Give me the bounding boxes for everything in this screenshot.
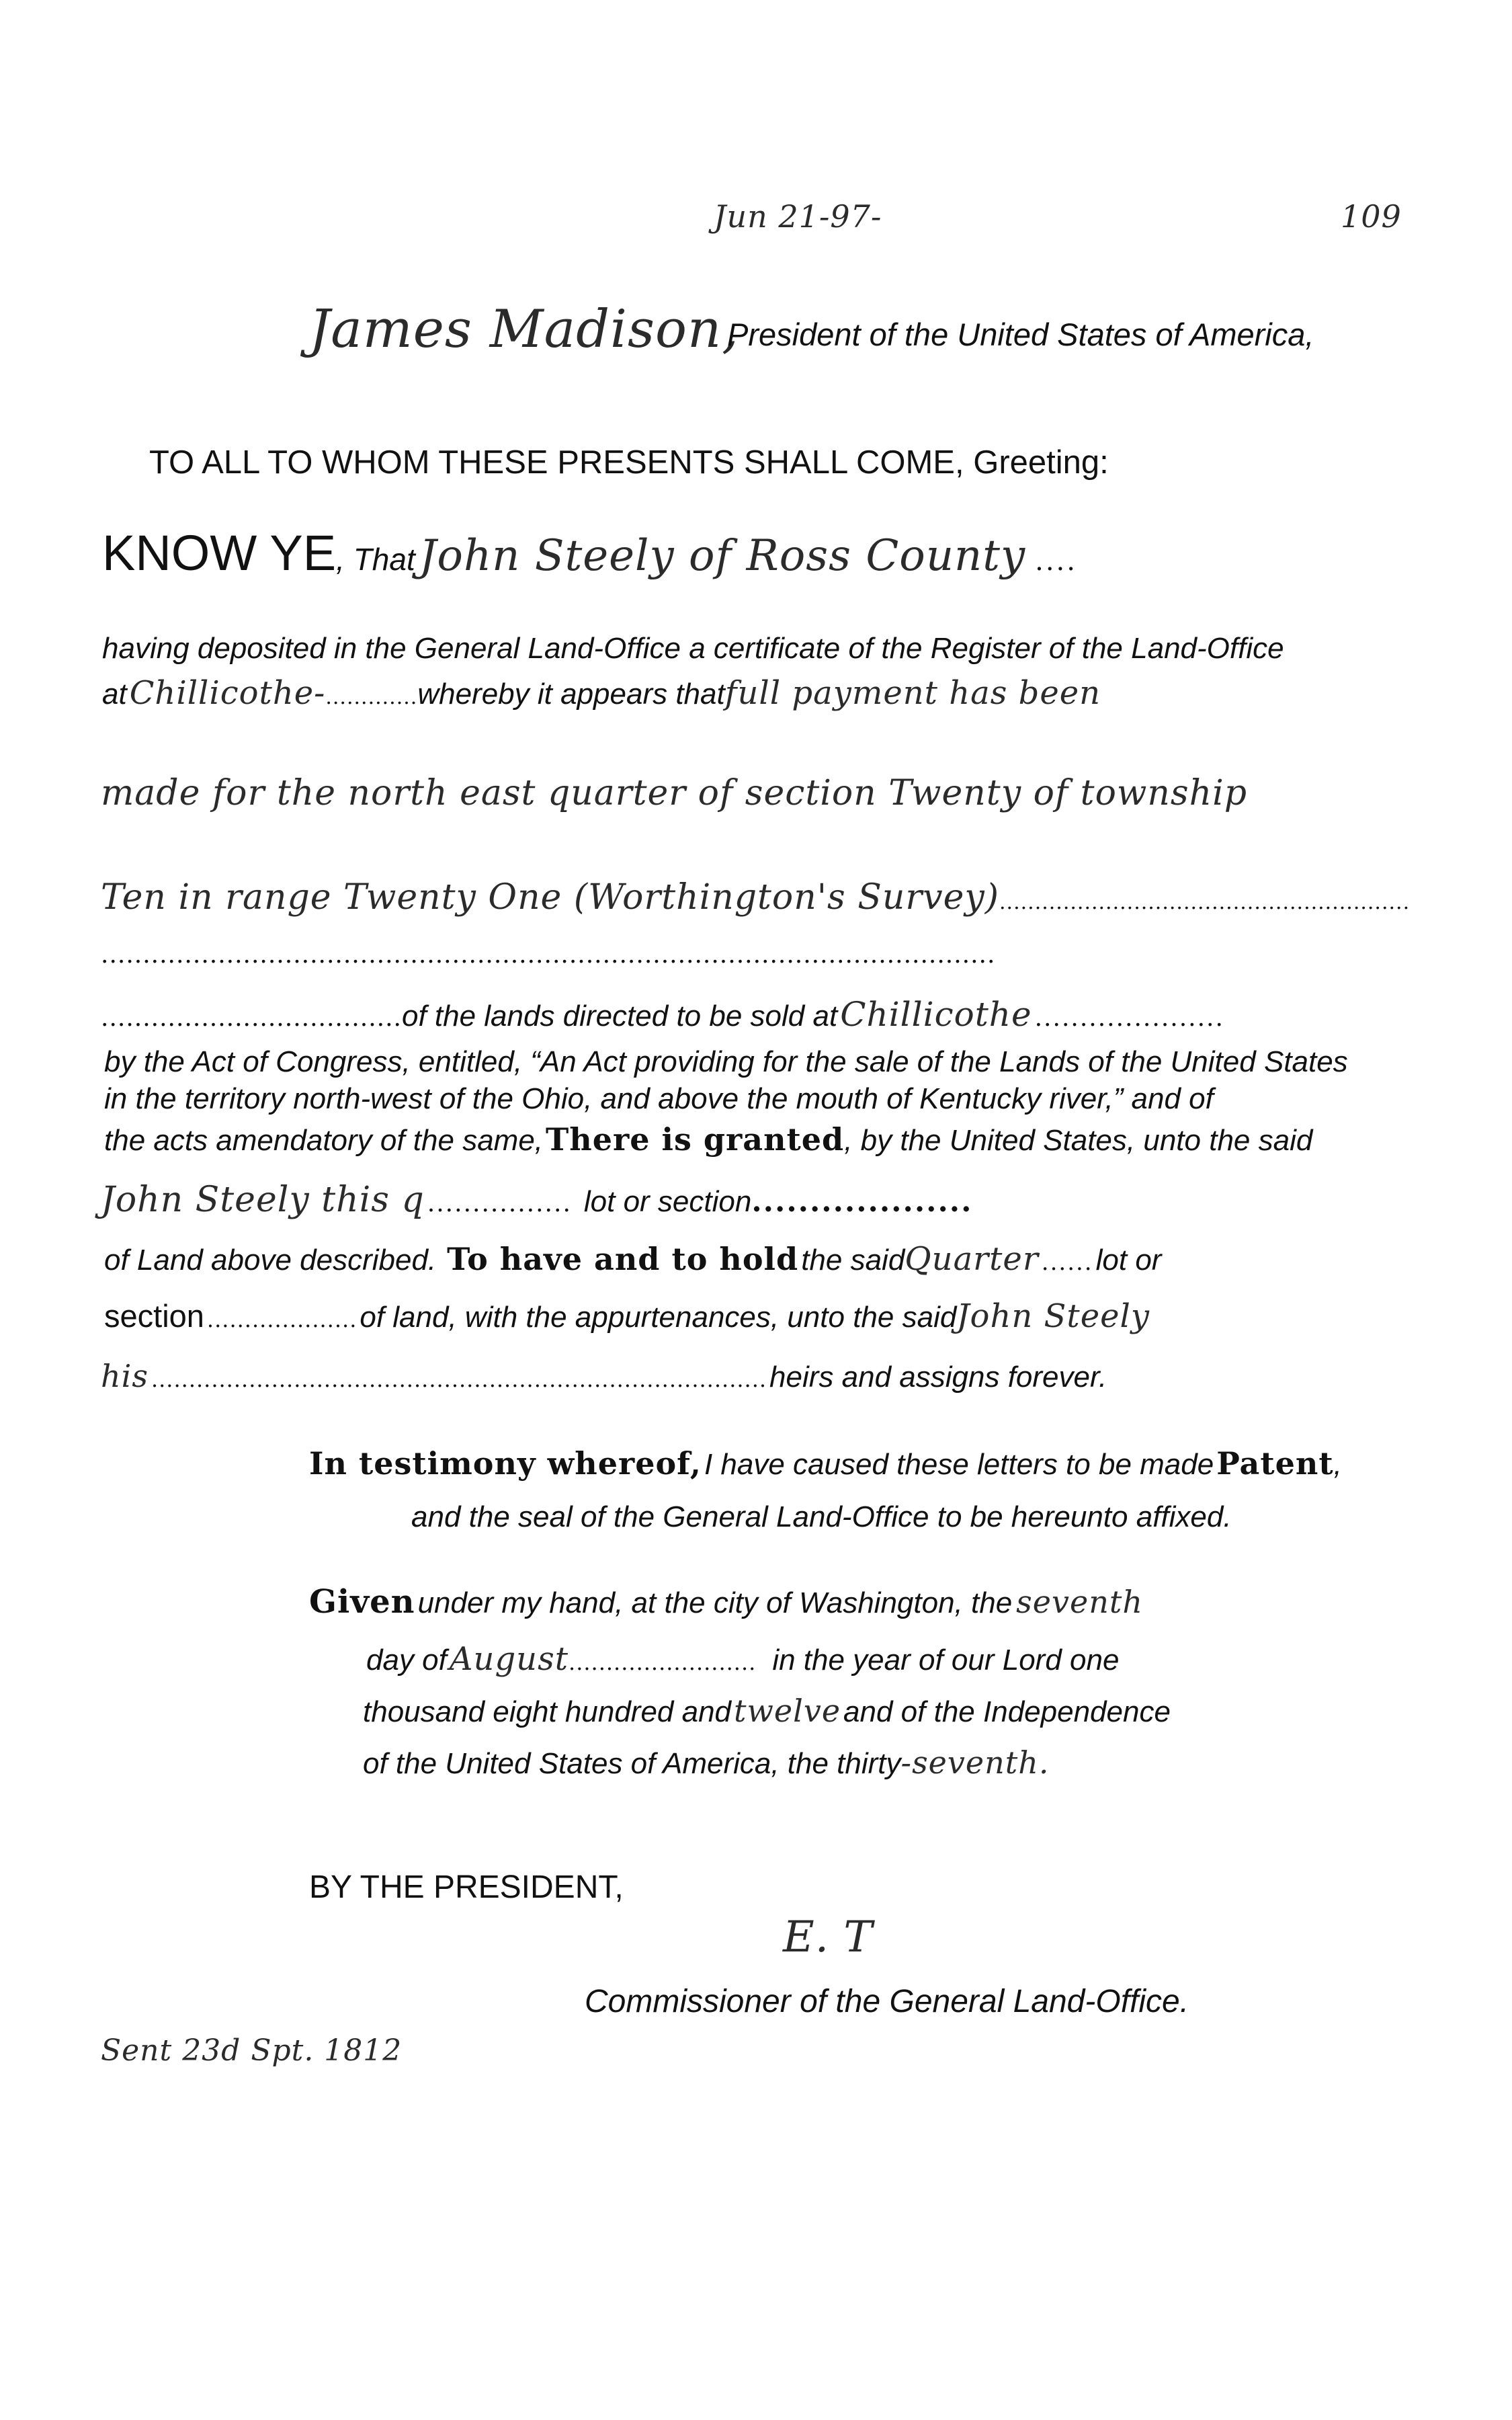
- quarter-hand: Quarter: [905, 1240, 1039, 1278]
- lands-line: [101, 995, 1224, 1034]
- independence-text: and of the Independence: [843, 1695, 1171, 1728]
- heirs-assigns: heirs and assigns forever.: [769, 1361, 1107, 1394]
- land-above: of Land above described.: [104, 1244, 437, 1277]
- grant-line-3: [104, 1297, 1150, 1335]
- states-text: of the United States of America, the thirty: [363, 1747, 901, 1780]
- lands-place: Chillicothe: [840, 995, 1032, 1034]
- there-is-granted: There is granted: [546, 1121, 845, 1158]
- thousand-text: thousand eight hundred and: [363, 1695, 732, 1728]
- date-note: Jun 21-97-: [714, 198, 882, 235]
- act-line-3-a: the acts amendatory of the same,: [104, 1124, 544, 1157]
- given-dots: .........................: [569, 1650, 757, 1675]
- grant-dots-1: ................: [427, 1190, 572, 1217]
- day-hand: seventh: [1016, 1584, 1143, 1620]
- lot-or-section: lot or section: [583, 1185, 752, 1218]
- commissioner-title: Commissioner of the General Land-Office.: [585, 1984, 1189, 2019]
- lands-trail-dots: .....................: [1034, 1004, 1224, 1032]
- his-hand: his: [101, 1358, 149, 1394]
- grantee-name: John Steely of Ross County: [419, 531, 1026, 581]
- deposit-at: at: [102, 678, 127, 711]
- lot-or: lot or: [1095, 1244, 1162, 1277]
- appurtenances: of land, with the appurtenances, unto the said: [360, 1301, 957, 1334]
- act-line-1: by the Act of Congress, entitled, “An Act providing for the sale of the Lands of the United States: [104, 1045, 1348, 1078]
- given-line-2: [366, 1640, 1119, 1678]
- deposit-line-2: [102, 674, 1101, 712]
- grant-dots-4: ....................: [206, 1307, 358, 1332]
- know-ye-line: [102, 524, 1077, 581]
- description-line-2-dots: ..........................................................: [999, 891, 1411, 914]
- grantee-dots: ....: [1035, 546, 1077, 577]
- given-line-4: [363, 1744, 1049, 1781]
- grant-line-4: [101, 1358, 1107, 1394]
- given-line-1: [309, 1583, 1143, 1621]
- land-office-name: Chillicothe-: [129, 674, 326, 712]
- president-name: James Madison,: [309, 299, 739, 360]
- grantee-hand: John Steely this q: [101, 1180, 425, 1220]
- section-word: section: [104, 1298, 204, 1334]
- grant-dots-3: ......: [1041, 1249, 1093, 1276]
- president-title: President of the United States of America,: [727, 317, 1314, 352]
- day-of: day of: [366, 1644, 447, 1677]
- page-number: 109: [1341, 198, 1402, 235]
- signature-initials: E. T: [783, 1912, 874, 1962]
- given-text: under my hand, at the city of Washington, the: [417, 1586, 1013, 1619]
- patent-word: Patent: [1216, 1445, 1334, 1482]
- sent-note: Sent 23d Spt. 1812: [101, 2033, 403, 2068]
- year-text: in the year of our Lord one: [772, 1644, 1120, 1677]
- greeting-line: TO ALL TO WHOM THESE PRESENTS SHALL COME, Greeting:: [149, 444, 1109, 481]
- description-line-1: made for the north east quarter of section Twenty of township: [101, 773, 1247, 813]
- given-word: Given: [309, 1583, 415, 1621]
- description-line-2: [101, 877, 1410, 918]
- grant-line-2: [104, 1240, 1161, 1278]
- deposit-whereby: whereby it appears that: [417, 678, 725, 711]
- given-line-3: [363, 1693, 1171, 1729]
- month-hand: August: [449, 1640, 569, 1678]
- patent-comma: ,: [1333, 1448, 1342, 1481]
- grant-dots-5: ..................................................................................: [151, 1367, 767, 1392]
- grant-line-1: [101, 1180, 972, 1220]
- description-line-2-text: Ten in range Twenty One (Worthington's Survey): [101, 877, 1000, 918]
- testimony-line-1: [309, 1445, 1342, 1482]
- testimony-line-2: and the seal of the General Land-Office to be hereunto affixed.: [411, 1500, 1232, 1533]
- grantee-hand-2: John Steely: [956, 1297, 1150, 1335]
- grant-dots-2: ...................: [751, 1184, 973, 1219]
- year-hand: twelve: [734, 1693, 841, 1729]
- testimony-text: I have caused these letters to be made: [704, 1448, 1214, 1481]
- deposit-line-1: having deposited in the General Land-Office a certificate of the Register of the Land-Office: [102, 632, 1284, 665]
- independence-year-hand: -seventh.: [900, 1744, 1050, 1781]
- in-testimony-whereof: In testimony whereof,: [309, 1445, 702, 1482]
- the-said: the said: [801, 1244, 905, 1277]
- know-ye-that: , That: [336, 542, 415, 577]
- act-line-2: in the territory north-west of the Ohio, and above the mouth of Kentucky river,” and of: [104, 1082, 1214, 1115]
- act-line-3-b: , by the United States, unto the said: [844, 1124, 1313, 1157]
- know-ye-lead: KNOW YE: [102, 525, 337, 581]
- land-office-dots: .............: [325, 686, 418, 709]
- lands-lead-dots: ....................................: [101, 1004, 402, 1032]
- act-line-3: [104, 1121, 1312, 1158]
- payment-note: full payment has been: [724, 674, 1101, 712]
- by-the-president: BY THE PRESIDENT,: [309, 1869, 624, 1905]
- description-line-3: ...........................................................................................................: [101, 941, 996, 969]
- to-have-and-to-hold: To have and to hold: [447, 1241, 799, 1277]
- lands-text: of the lands directed to be sold at: [401, 1000, 838, 1033]
